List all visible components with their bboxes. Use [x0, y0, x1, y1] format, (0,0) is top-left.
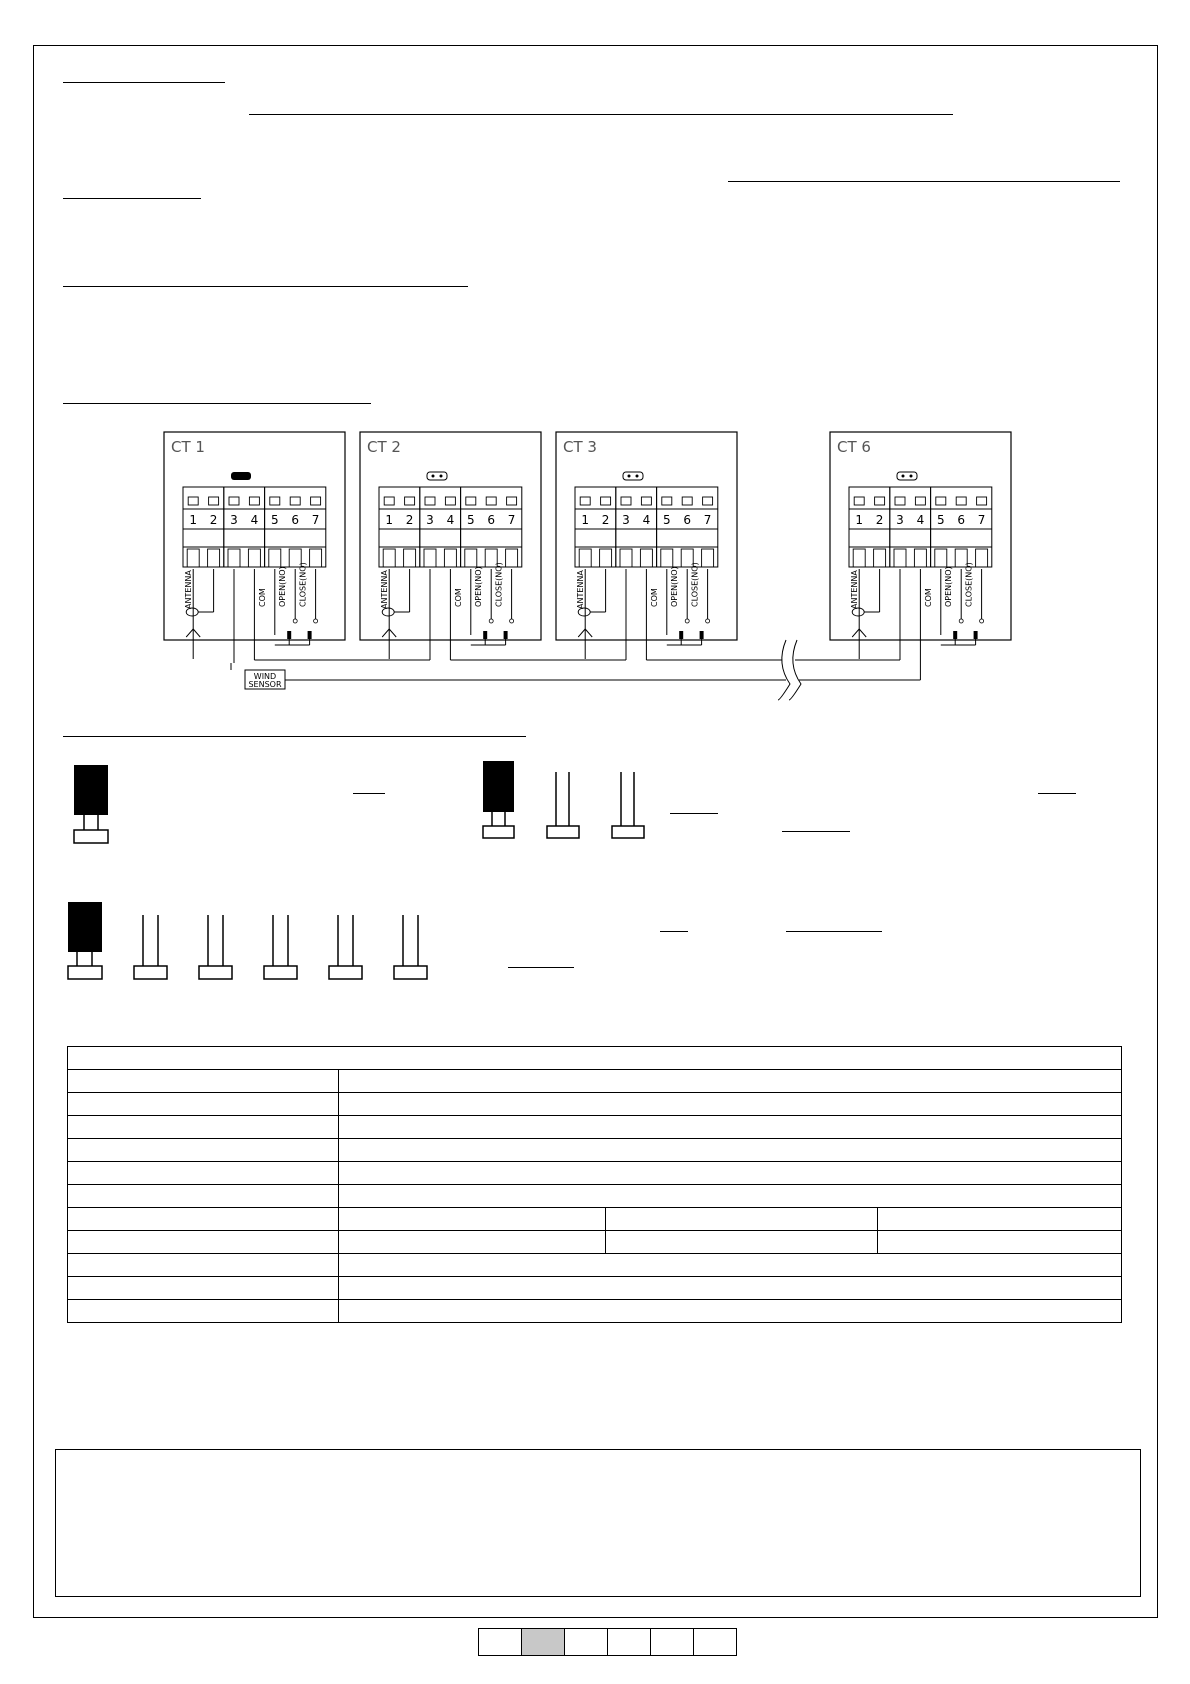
- terminal-number: 2: [405, 513, 414, 527]
- table-row: [68, 1208, 1122, 1231]
- terminal-number: 2: [875, 513, 884, 527]
- terminal-number: 5: [270, 513, 279, 527]
- terminal-number: 2: [209, 513, 218, 527]
- terminal-number: 3: [896, 513, 904, 527]
- terminal-number: 6: [487, 513, 496, 527]
- jumper-open-icon: [547, 772, 579, 838]
- table-row: [68, 1116, 1122, 1139]
- terminal-number: 4: [446, 513, 455, 527]
- table-row: [68, 1139, 1122, 1162]
- wire-label: COM: [923, 588, 933, 607]
- wire-label: CLOSE(NO): [964, 562, 974, 607]
- unit-label: CT 1: [171, 438, 205, 456]
- page-indicator-cell: [607, 1629, 650, 1655]
- wire-label: OPEN(NO): [670, 566, 680, 607]
- terminal-number: 6: [291, 513, 300, 527]
- terminal-number: 1: [189, 513, 198, 527]
- jumper-open-icon: [394, 915, 427, 979]
- table-row: [68, 1162, 1122, 1185]
- unit-label: CT 3: [563, 438, 597, 456]
- wire-label: CLOSE(NO): [690, 562, 700, 607]
- page-indicator-cell: [650, 1629, 693, 1655]
- terminal-number: 6: [683, 513, 692, 527]
- wire-label: COM: [257, 588, 267, 607]
- table-row: [68, 1277, 1122, 1300]
- terminal-number: 7: [507, 513, 516, 527]
- wire-label: CLOSE(NO): [494, 562, 504, 607]
- terminal-number: 3: [622, 513, 630, 527]
- table-row: [68, 1185, 1122, 1208]
- terminal-number: 3: [426, 513, 434, 527]
- page-indicator-cell: [479, 1629, 521, 1655]
- jumper-closed-icon: [74, 765, 108, 843]
- terminal-number: 1: [855, 513, 864, 527]
- wire-label: OPEN(NO): [278, 566, 288, 607]
- terminal-number: 7: [311, 513, 320, 527]
- unit-label: CT 2: [367, 438, 401, 456]
- terminal-number: 5: [662, 513, 671, 527]
- wire-label: ANTENNA: [184, 570, 194, 609]
- terminal-number: 7: [703, 513, 712, 527]
- jumper-open-icon: [134, 915, 167, 979]
- table-row: [68, 1254, 1122, 1277]
- terminal-number: 3: [230, 513, 238, 527]
- terminal-number: 4: [642, 513, 651, 527]
- page-indicator: [478, 1628, 737, 1656]
- terminal-number: 1: [581, 513, 590, 527]
- wind-sensor-label: SENSOR: [248, 680, 282, 689]
- wire-label: OPEN(NO): [944, 566, 954, 607]
- terminal-number: 6: [957, 513, 966, 527]
- table-row: [68, 1231, 1122, 1254]
- terminal-number: 7: [977, 513, 986, 527]
- unit-label: CT 6: [837, 438, 871, 456]
- jumper-open-icon: [264, 915, 297, 979]
- terminal-number: 4: [250, 513, 259, 527]
- terminal-number: 5: [466, 513, 475, 527]
- table-row: [68, 1300, 1122, 1323]
- wire-label: ANTENNA: [850, 570, 860, 609]
- terminal-number: 4: [916, 513, 925, 527]
- wire-label: COM: [649, 588, 659, 607]
- jumper-open-icon: [329, 915, 362, 979]
- jumper-open-icon: [199, 915, 232, 979]
- terminal-number: 2: [601, 513, 610, 527]
- jumper-closed-icon: [68, 902, 102, 979]
- page-indicator-cell: [693, 1629, 736, 1655]
- wire-label: ANTENNA: [380, 570, 390, 609]
- table-row: [68, 1093, 1122, 1116]
- wire-label: CLOSE(NO): [298, 562, 308, 607]
- note-box: [55, 1449, 1141, 1597]
- spec-table: [67, 1046, 1122, 1323]
- jumper-open-icon: [612, 772, 644, 838]
- jumper-closed-icon: [483, 761, 514, 838]
- wind-sensor-label: WIND: [253, 672, 277, 681]
- terminal-number: 5: [936, 513, 945, 527]
- table-row: [68, 1070, 1122, 1093]
- page-indicator-cell: [521, 1629, 564, 1655]
- page-indicator-cell: [564, 1629, 607, 1655]
- wire-label: COM: [453, 588, 463, 607]
- wire-label: ANTENNA: [576, 570, 586, 609]
- terminal-number: 1: [385, 513, 394, 527]
- wire-label: OPEN(NO): [474, 566, 484, 607]
- table-row: [68, 1047, 1122, 1070]
